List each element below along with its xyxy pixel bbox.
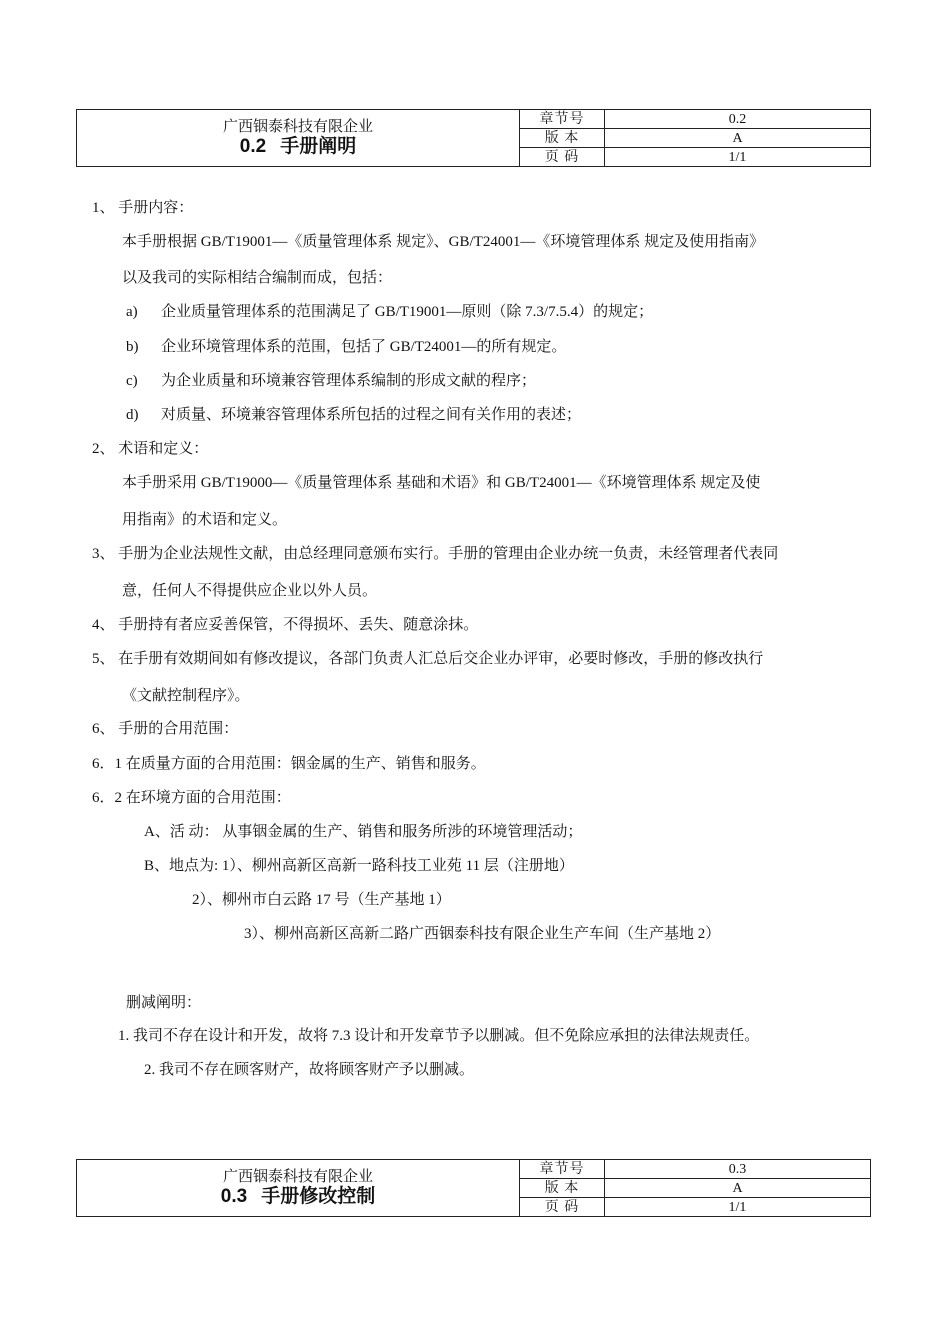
list-item	[126, 303, 138, 321]
chapter-value: 0.2	[605, 110, 871, 129]
list-item-text: 企业环境管理体系的范围，包括了 GB/T24001—的所有规定。	[161, 339, 567, 355]
list-item	[126, 372, 138, 390]
list-marker: c)	[126, 373, 138, 389]
paragraph-line: 以及我司的实际相结合编制而成，包括：	[122, 270, 393, 286]
chapter-value: 0.3	[605, 1160, 871, 1179]
company-name: 广西铟泰科技有限企业	[222, 119, 373, 135]
item-1-heading: 1、 手册内容：	[92, 200, 194, 216]
section-title-text: 手册修改控制	[261, 1186, 376, 1207]
paragraph-line: 本手册根据 GB/T19001—《质量管理体系 规定》、GB/T24001—《环境管理体系 规定及使用指南》	[122, 234, 765, 250]
section-number: 0.2	[239, 136, 267, 157]
list-item	[126, 406, 139, 424]
location-line: 3）、柳州高新区高新二路广西铟泰科技有限企业生产车间（生产基地 2）	[244, 926, 721, 942]
list-item	[126, 338, 139, 356]
exclusion-item: 1. 我司不存在设计和开发，故将 7.3 设计和开发章节予以删减。但不免除应承担的法律法规责任。	[118, 1028, 760, 1044]
version-value: A	[605, 129, 871, 148]
paragraph-line: 《文献控制程序》。	[122, 688, 250, 704]
page-label: 页 码	[520, 1198, 605, 1217]
item-5-text: 5、 在手册有效期间如有修改提议，各部门负责人汇总后交企业办评审，必要时修改，手册的修改执行	[92, 651, 764, 667]
list-item-text: 对质量、环境兼容管理体系所包括的过程之间有关作用的表述；	[161, 407, 582, 423]
page-value: 1/1	[605, 148, 871, 167]
version-value: A	[605, 1179, 871, 1198]
header-title-cell	[77, 1160, 520, 1217]
list-item-text: 企业质量管理体系的范围满足了 GB/T19001—原则（除 7.3/7.5.4）的规定；	[161, 304, 654, 320]
header-title-cell	[77, 110, 520, 167]
item-6-2-text: 6．2 在环境方面的合用范围：	[92, 790, 291, 806]
item-6-heading: 6、 手册的合用范围：	[92, 721, 239, 737]
exclusion-heading: 删减阐明：	[126, 995, 202, 1011]
paragraph-line: 意，任何人不得提供应企业以外人员。	[122, 583, 378, 599]
page-label: 页 码	[520, 148, 605, 167]
section-title	[77, 1186, 519, 1208]
list-marker: d)	[126, 407, 139, 423]
chapter-label: 章节号	[520, 110, 605, 129]
version-label: 版 本	[520, 1179, 605, 1198]
exclusion-item: 2. 我司不存在顾客财产，故将顾客财产予以删减。	[144, 1062, 475, 1078]
section-title-text: 手册阐明	[280, 136, 357, 157]
section-header-table	[76, 1159, 871, 1217]
chapter-label: 章节号	[520, 1160, 605, 1179]
paragraph-line: 用指南》的术语和定义。	[122, 512, 288, 528]
list-marker: b)	[126, 339, 139, 355]
company-name: 广西铟泰科技有限企业	[222, 1169, 373, 1185]
section-header-table	[76, 109, 871, 167]
location-line: B、地点为: 1）、柳州高新区高新一路科技工业苑 11 层（注册地）	[144, 858, 574, 874]
item-2-heading: 2、 术语和定义：	[92, 441, 209, 457]
section-title	[77, 136, 519, 158]
section-number: 0.3	[220, 1186, 248, 1207]
activity-line: A、活 动： 从事铟金属的生产、销售和服务所涉的环境管理活动；	[144, 824, 583, 840]
paragraph-line: 本手册采用 GB/T19000—《质量管理体系 基础和术语》和 GB/T24001—《环境管理体系 规定及使	[122, 475, 761, 491]
location-line: 2）、柳州市白云路 17 号（生产基地 1）	[192, 892, 451, 908]
item-4-text: 4、 手册持有者应妥善保管，不得损坏、丢失、随意涂抹。	[92, 617, 479, 633]
page-value: 1/1	[605, 1198, 871, 1217]
version-label: 版 本	[520, 129, 605, 148]
list-marker: a)	[126, 304, 138, 320]
list-item-text: 为企业质量和环境兼容管理体系编制的形成文献的程序；	[161, 373, 537, 389]
item-6-1-text: 6．1 在质量方面的合用范围：铟金属的生产、销售和服务。	[92, 756, 486, 772]
item-3-text: 3、 手册为企业法规性文献，由总经理同意颁布实行。手册的管理由企业办统一负责，未经管理者代表同	[92, 546, 779, 562]
